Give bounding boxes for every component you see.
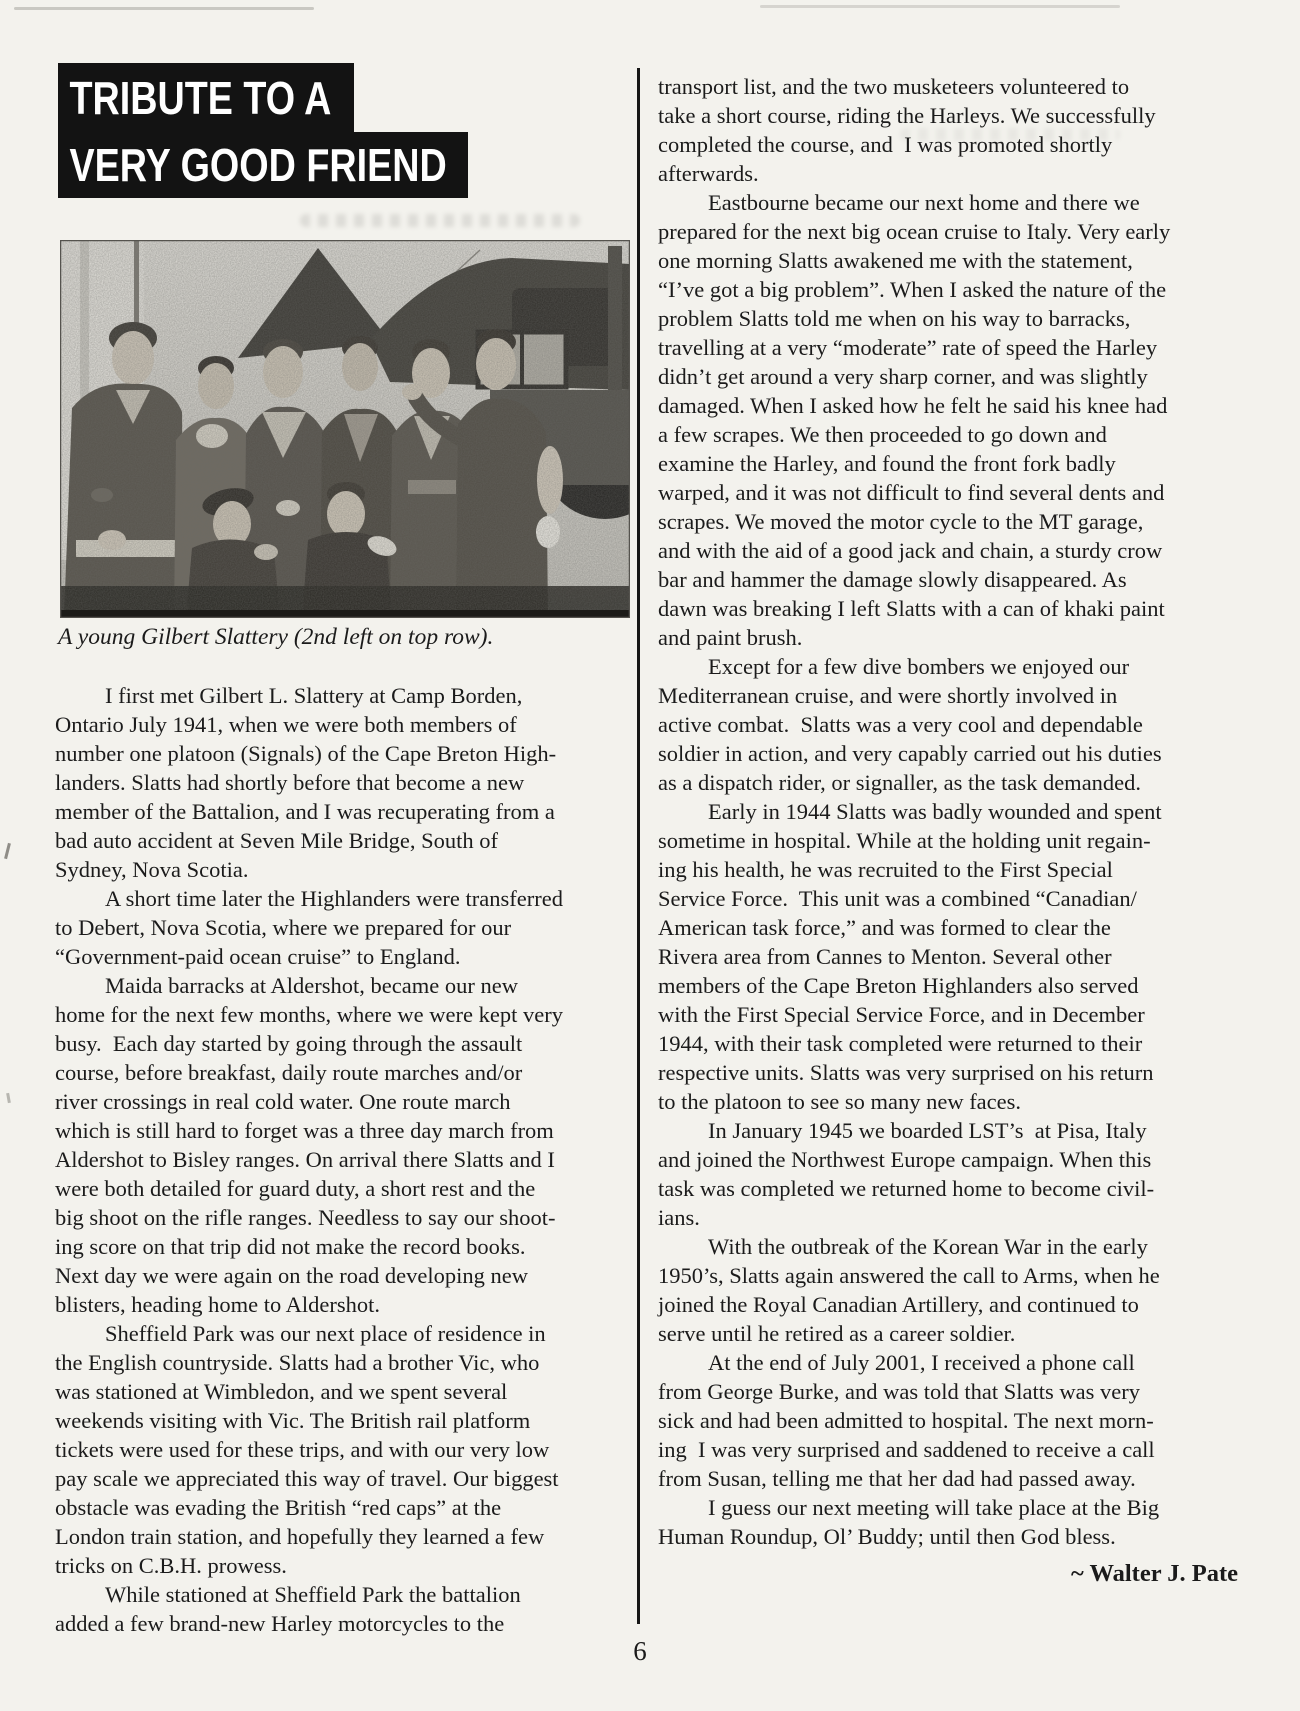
article-text-line: transport list, and the two musketeers volunteered to (658, 74, 1130, 99)
article-text-line: weekends visiting with Vic. The British rail platform (55, 1408, 531, 1433)
article-text-line: examine the Harley, and found the front fork badly (658, 451, 1116, 476)
headline-line-2: VERY GOOD FRIEND (69, 139, 447, 191)
article-text-line: problem Slatts told me when on his way to barracks, (658, 306, 1131, 331)
article-text-line: With the outbreak of the Korean War in the early (708, 1234, 1148, 1259)
article-text-line: I first met Gilbert L. Slattery at Camp Borden, (105, 683, 523, 708)
article-text-line: big shoot on the rifle ranges. Needless to say our shoot- (55, 1205, 556, 1230)
article-text-line: I guess our next meeting will take place at the Big (708, 1495, 1160, 1520)
article-text-line: ing score on that trip did not make the record books. (55, 1234, 526, 1259)
article-text-line: tickets were used for these trips, and with our very low (55, 1437, 550, 1462)
article-text-line: Sydney, Nova Scotia. (55, 857, 249, 882)
article-text-line: ing his health, he was recruited to the First Special (658, 857, 1113, 882)
article-text-line: Maida barracks at Aldershot, became our new (105, 973, 518, 998)
article-text-line: bar and hammer the damage slowly disappeared. As (658, 567, 1127, 592)
article-text-line: “I’ve got a big problem”. When I asked the nature of the (658, 277, 1167, 302)
soldiers-group-photo (60, 240, 630, 618)
article-text-line: obstacle was evading the British “red caps” at the (55, 1495, 502, 1520)
headline-block-1 (58, 63, 354, 132)
article-text-line: While stationed at Sheffield Park the battalion (105, 1582, 521, 1607)
article-text-line: “Government-paid ocean cruise” to England. (55, 944, 461, 969)
article-text-line: from Susan, telling me that her dad had passed away. (658, 1466, 1136, 1491)
article-text-line: busy. Each day started by going through the assault (55, 1031, 523, 1056)
scan-artifact (4, 843, 11, 859)
scan-artifact (760, 5, 1120, 8)
article-text-line: home for the next few months, where we were kept very (55, 1002, 563, 1027)
article-text-line: Service Force. This unit was a combined “Canadian/ (658, 886, 1137, 911)
article-text-line: prepared for the next big ocean cruise to Italy. Very early (658, 219, 1171, 244)
article-text-line: members of the Cape Breton Highlanders also served (658, 973, 1139, 998)
article-text-line: and paint brush. (658, 625, 803, 650)
article-text-line: travelling at a very “moderate” rate of speed the Harley (658, 335, 1158, 360)
article-text-line: sick and had been admitted to hospital. The next morn- (658, 1408, 1154, 1433)
article-text-line: river crossings in real cold water. One route march (55, 1089, 511, 1114)
article-text-line: number one platoon (Signals) of the Cape Breton High- (55, 741, 557, 766)
article-text-line: active combat. Slatts was a very cool and dependable (658, 712, 1143, 737)
article-text-line: which is still hard to forget was a three day march from (55, 1118, 554, 1143)
article-column-left (55, 681, 600, 1638)
article-text-line: were both detailed for guard duty, a short rest and the (55, 1176, 536, 1201)
article-text-line: as a dispatch rider, or signaller, as the task demanded. (658, 770, 1142, 795)
article-text-line: Eastbourne became our next home and there we (708, 190, 1140, 215)
article-text-line: bad auto accident at Seven Mile Bridge, South of (55, 828, 499, 853)
article-text-line: to the platoon to see so many new faces. (658, 1089, 1022, 1114)
article-text-line: and joined the Northwest Europe campaign. When this (658, 1147, 1152, 1172)
article-text-line: added a few brand-new Harley motorcycles to the (55, 1611, 505, 1636)
article-text-line: scrapes. We moved the motor cycle to the MT garage, (658, 509, 1144, 534)
scan-artifact (6, 1093, 11, 1103)
article-text-line: Mediterranean cruise, and were shortly involved in (658, 683, 1118, 708)
article-text-line: one morning Slatts awakened me with the statement, (658, 248, 1133, 273)
article-text-line: sometime in hospital. While at the holding unit regain- (658, 828, 1151, 853)
article-text-line: At the end of July 2001, I received a phone call (708, 1350, 1135, 1375)
page-number: 6 (633, 1636, 647, 1666)
article-text-line: tricks on C.B.H. prowess. (55, 1553, 287, 1578)
article-text-line: 1944, with their task completed were returned to their (658, 1031, 1143, 1056)
article-text-line: course, before breakfast, daily route marches and/or (55, 1060, 523, 1085)
article-text-line: London train station, and hopefully they learned a few (55, 1524, 545, 1549)
headline-block-2 (58, 132, 468, 198)
article-text-line: blisters, heading home to Aldershot. (55, 1292, 380, 1317)
photo-caption: A young Gilbert Slattery (2nd left on top row). (58, 624, 494, 650)
article-text-line: ing I was very surprised and saddened to receive a call (658, 1437, 1155, 1462)
article-text-line: A short time later the Highlanders were transferred (105, 886, 563, 911)
article-text-line: landers. Slatts had shortly before that become a new (55, 770, 525, 795)
article-text-line: and with the aid of a good jack and chain, a sturdy crow (658, 538, 1163, 563)
article-text-line: afterwards. (658, 161, 759, 186)
bleed-through-artifact (300, 214, 580, 227)
article-text-line: take a short course, riding the Harleys. We successfully (658, 103, 1156, 128)
article-text-line: a few scrapes. We then proceeded to go down and (658, 422, 1107, 447)
author-signature: ~ Walter J. Pate (1071, 1560, 1238, 1587)
headline-line-1: TRIBUTE TO A (69, 71, 332, 124)
article-text-line: damaged. When I asked how he felt he said his knee had (658, 393, 1168, 418)
article-text-line: member of the Battalion, and I was recuperating from a (55, 799, 555, 824)
article-text-line: joined the Royal Canadian Artillery, and continued to (658, 1292, 1139, 1317)
article-text-line: completed the course, and I was promoted shortly (658, 132, 1113, 157)
article-text-line: Sheffield Park was our next place of residence in (105, 1321, 546, 1346)
article-text-line: American task force,” and was formed to clear the (658, 915, 1111, 940)
article-text-line: Human Roundup, Ol’ Buddy; until then God bless. (658, 1524, 1116, 1549)
article-text-line: the English countryside. Slatts had a brother Vic, who (55, 1350, 540, 1375)
article-text-line: to Debert, Nova Scotia, where we prepared for our (55, 915, 512, 940)
article-text-line: respective units. Slatts was very surprised on his return (658, 1060, 1154, 1085)
article-text-line: from George Burke, and was told that Slatts was very (658, 1379, 1140, 1404)
article-text-line: Except for a few dive bombers we enjoyed our (708, 654, 1130, 679)
article-text-line: task was completed we returned home to become civil- (658, 1176, 1155, 1201)
article-text-line: dawn was breaking I left Slatts with a can of khaki paint (658, 596, 1165, 621)
article-text-line: soldier in action, and very capably carried out his duties (658, 741, 1162, 766)
scan-artifact (14, 7, 314, 10)
article-text-line: Next day we were again on the road developing new (55, 1263, 528, 1288)
article-text-line: Rivera area from Cannes to Menton. Several other (658, 944, 1112, 969)
column-divider (637, 68, 640, 1624)
article-column-right (658, 72, 1240, 1551)
article-text-line: In January 1945 we boarded LST’s at Pisa, Italy (708, 1118, 1147, 1143)
article-text-line: warped, and it was not difficult to find several dents and (658, 480, 1165, 505)
article-text-line: 1950’s, Slatts again answered the call to Arms, when he (658, 1263, 1160, 1288)
article-text-line: with the First Special Service Force, and in December (658, 1002, 1145, 1027)
article-text-line: was stationed at Wimbledon, and we spent several (55, 1379, 508, 1404)
article-text-line: ians. (658, 1205, 700, 1230)
article-text-line: serve until he retired as a career soldier. (658, 1321, 1016, 1346)
article-text-line: Early in 1944 Slatts was badly wounded and spent (708, 799, 1162, 824)
article-text-line: Aldershot to Bisley ranges. On arrival there Slatts and I (55, 1147, 555, 1172)
article-text-line: pay scale we appreciated this way of travel. Our biggest (55, 1466, 559, 1491)
article-text-line: Ontario July 1941, when we were both members of (55, 712, 517, 737)
article-text-line: didn’t get around a very sharp corner, and was slightly (658, 364, 1148, 389)
